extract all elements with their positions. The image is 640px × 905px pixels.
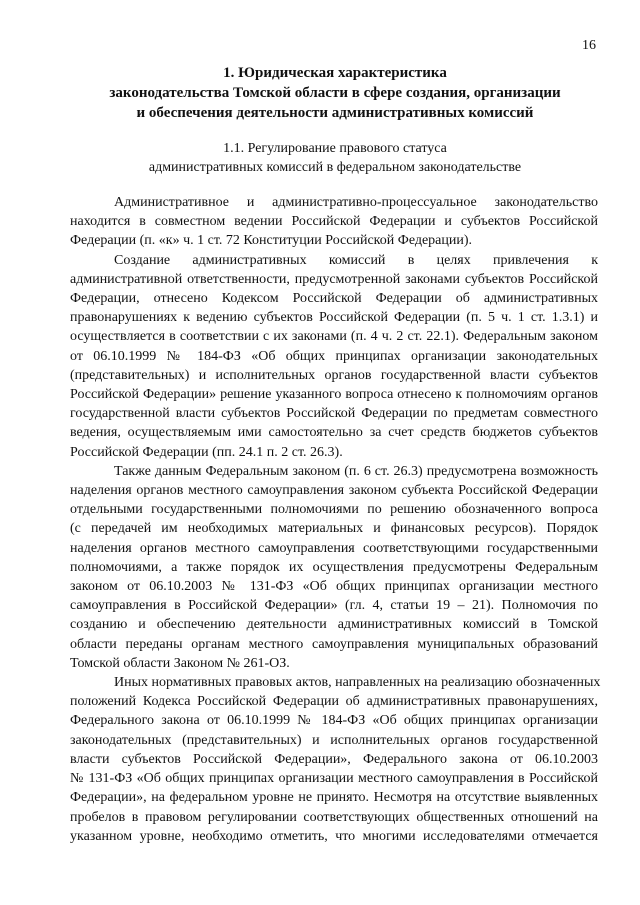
paragraph-line: наделения органов местного самоуправления соответствующими государственными <box>70 540 598 556</box>
paragraph-line: находится в совместном ведении Российской Федерации и субъектов Российской <box>70 214 598 230</box>
paragraph-line: наделения органов местного самоуправления законом субъекта Российской Федерации <box>70 483 598 499</box>
section-heading-line: законодательства Томской области в сфере создания, организации <box>109 85 561 101</box>
page-number: 16 <box>582 38 596 53</box>
paragraph-line: Федерального закона от 06.10.1999 № 184-ФЗ «Об общих принципах организации <box>70 713 598 729</box>
paragraph-line: пробелов в правовом регулировании соответствующих общественных отношений на <box>70 809 598 825</box>
paragraph-line: законом от 06.10.2003 № 131-ФЗ «Об общих принципах организации местного <box>70 579 598 595</box>
paragraph-line: Федерации, отнесено Кодексом Российской Федерации об административных <box>70 291 598 307</box>
paragraph-line: власти субъектов Российской Федерации», Федерального закона от 06.10.2003 <box>70 751 598 767</box>
paragraph-line: (представительных) и исполнительных органов государственной власти субъектов <box>70 367 598 383</box>
paragraph <box>70 673 601 846</box>
section-heading-line: и обеспечения деятельности административных комиссий <box>136 105 534 121</box>
paragraph-line: Российской Федерации» решение указанного вопроса отнесено к полномочиям органов <box>70 387 598 403</box>
paragraph-line: положений Кодекса Российской Федерации об административных правонарушениях, <box>70 694 598 710</box>
paragraph-line: от 06.10.1999 № 184-ФЗ «Об общих принципах организации законодательных <box>70 348 598 364</box>
body-text <box>70 193 601 846</box>
section-heading-line: 1. Юридическая характеристика <box>223 65 447 81</box>
paragraph-line: (с передачей им необходимых материальных и финансовых ресурсов). Порядок <box>70 521 598 537</box>
subsection-heading-line: административных комиссий в федеральном законодательстве <box>148 160 522 175</box>
paragraph <box>70 251 598 462</box>
paragraph-line: Создание административных комиссий в целях привлечения к <box>114 252 598 268</box>
paragraph-line: Также данным Федеральным законом (п. 6 ст. 26.3) предусмотрена возможность <box>114 463 598 479</box>
paragraph-line: Административное и административно-процессуальное законодательство <box>114 195 598 210</box>
paragraph-line: Иных нормативных правовых актов, направленных на реализацию обозначенных <box>114 675 601 691</box>
paragraph-line: созданию и обеспечению деятельности административных комиссий в Томской <box>70 617 598 633</box>
paragraph-line: Томской области Законом № 261-ОЗ. <box>70 655 290 671</box>
paragraph-line: осуществляется в соответствии с их законами (п. 4 ч. 2 ст. 22.1). Федеральным законом <box>70 329 598 345</box>
paragraph-line: отдельными государственными полномочиями по решению обозначенного вопроса <box>70 502 598 518</box>
paragraph <box>70 193 598 251</box>
subsection-heading <box>70 139 600 177</box>
paragraph-line: Федерации (п. «к» ч. 1 ст. 72 Конституции Российской Федерации). <box>70 233 473 249</box>
paragraph <box>70 462 598 673</box>
paragraph-line: административной ответственности, предусмотренной законами субъектов Российской <box>70 271 598 287</box>
subsection-heading-line: 1.1. Регулирование правового статуса <box>223 141 447 156</box>
paragraph-line: области переданы органам местного самоуправления муниципальных образований <box>70 636 598 652</box>
paragraph-line: Федерации», на федеральном уровне не принято. Несмотря на отсутствие выявленных <box>70 790 598 806</box>
paragraph-line: самоуправления в Российской Федерации» (гл. 4, статьи 19 – 21). Полномочия по <box>70 598 598 614</box>
paragraph-line: Российской Федерации (пп. 24.1 п. 2 ст. 26.3). <box>70 444 343 460</box>
paragraph-line: правонарушениях к ведению субъектов Российской Федерации (п. 5 ч. 1 ст. 1.3.1) и <box>70 310 598 326</box>
paragraph-line: ведения, осуществляемым ими самостоятельно за счет средств бюджетов субъектов <box>70 425 598 441</box>
paragraph-line: полномочиями, а также порядок их осуществления предусмотрены Федеральным <box>70 559 598 575</box>
section-heading <box>70 63 600 123</box>
paragraph-line: законодательных (представительных) и исполнительных органов государственной <box>70 732 598 748</box>
paragraph-line: государственной власти субъектов Российской Федерации по предметам совместного <box>70 406 598 422</box>
paragraph-line: указанном уровне, необходимо отметить, что многими исследователями отмечается <box>70 828 598 844</box>
paragraph-line: № 131-ФЗ «Об общих принципах организации местного самоуправления в Российской <box>70 771 598 787</box>
